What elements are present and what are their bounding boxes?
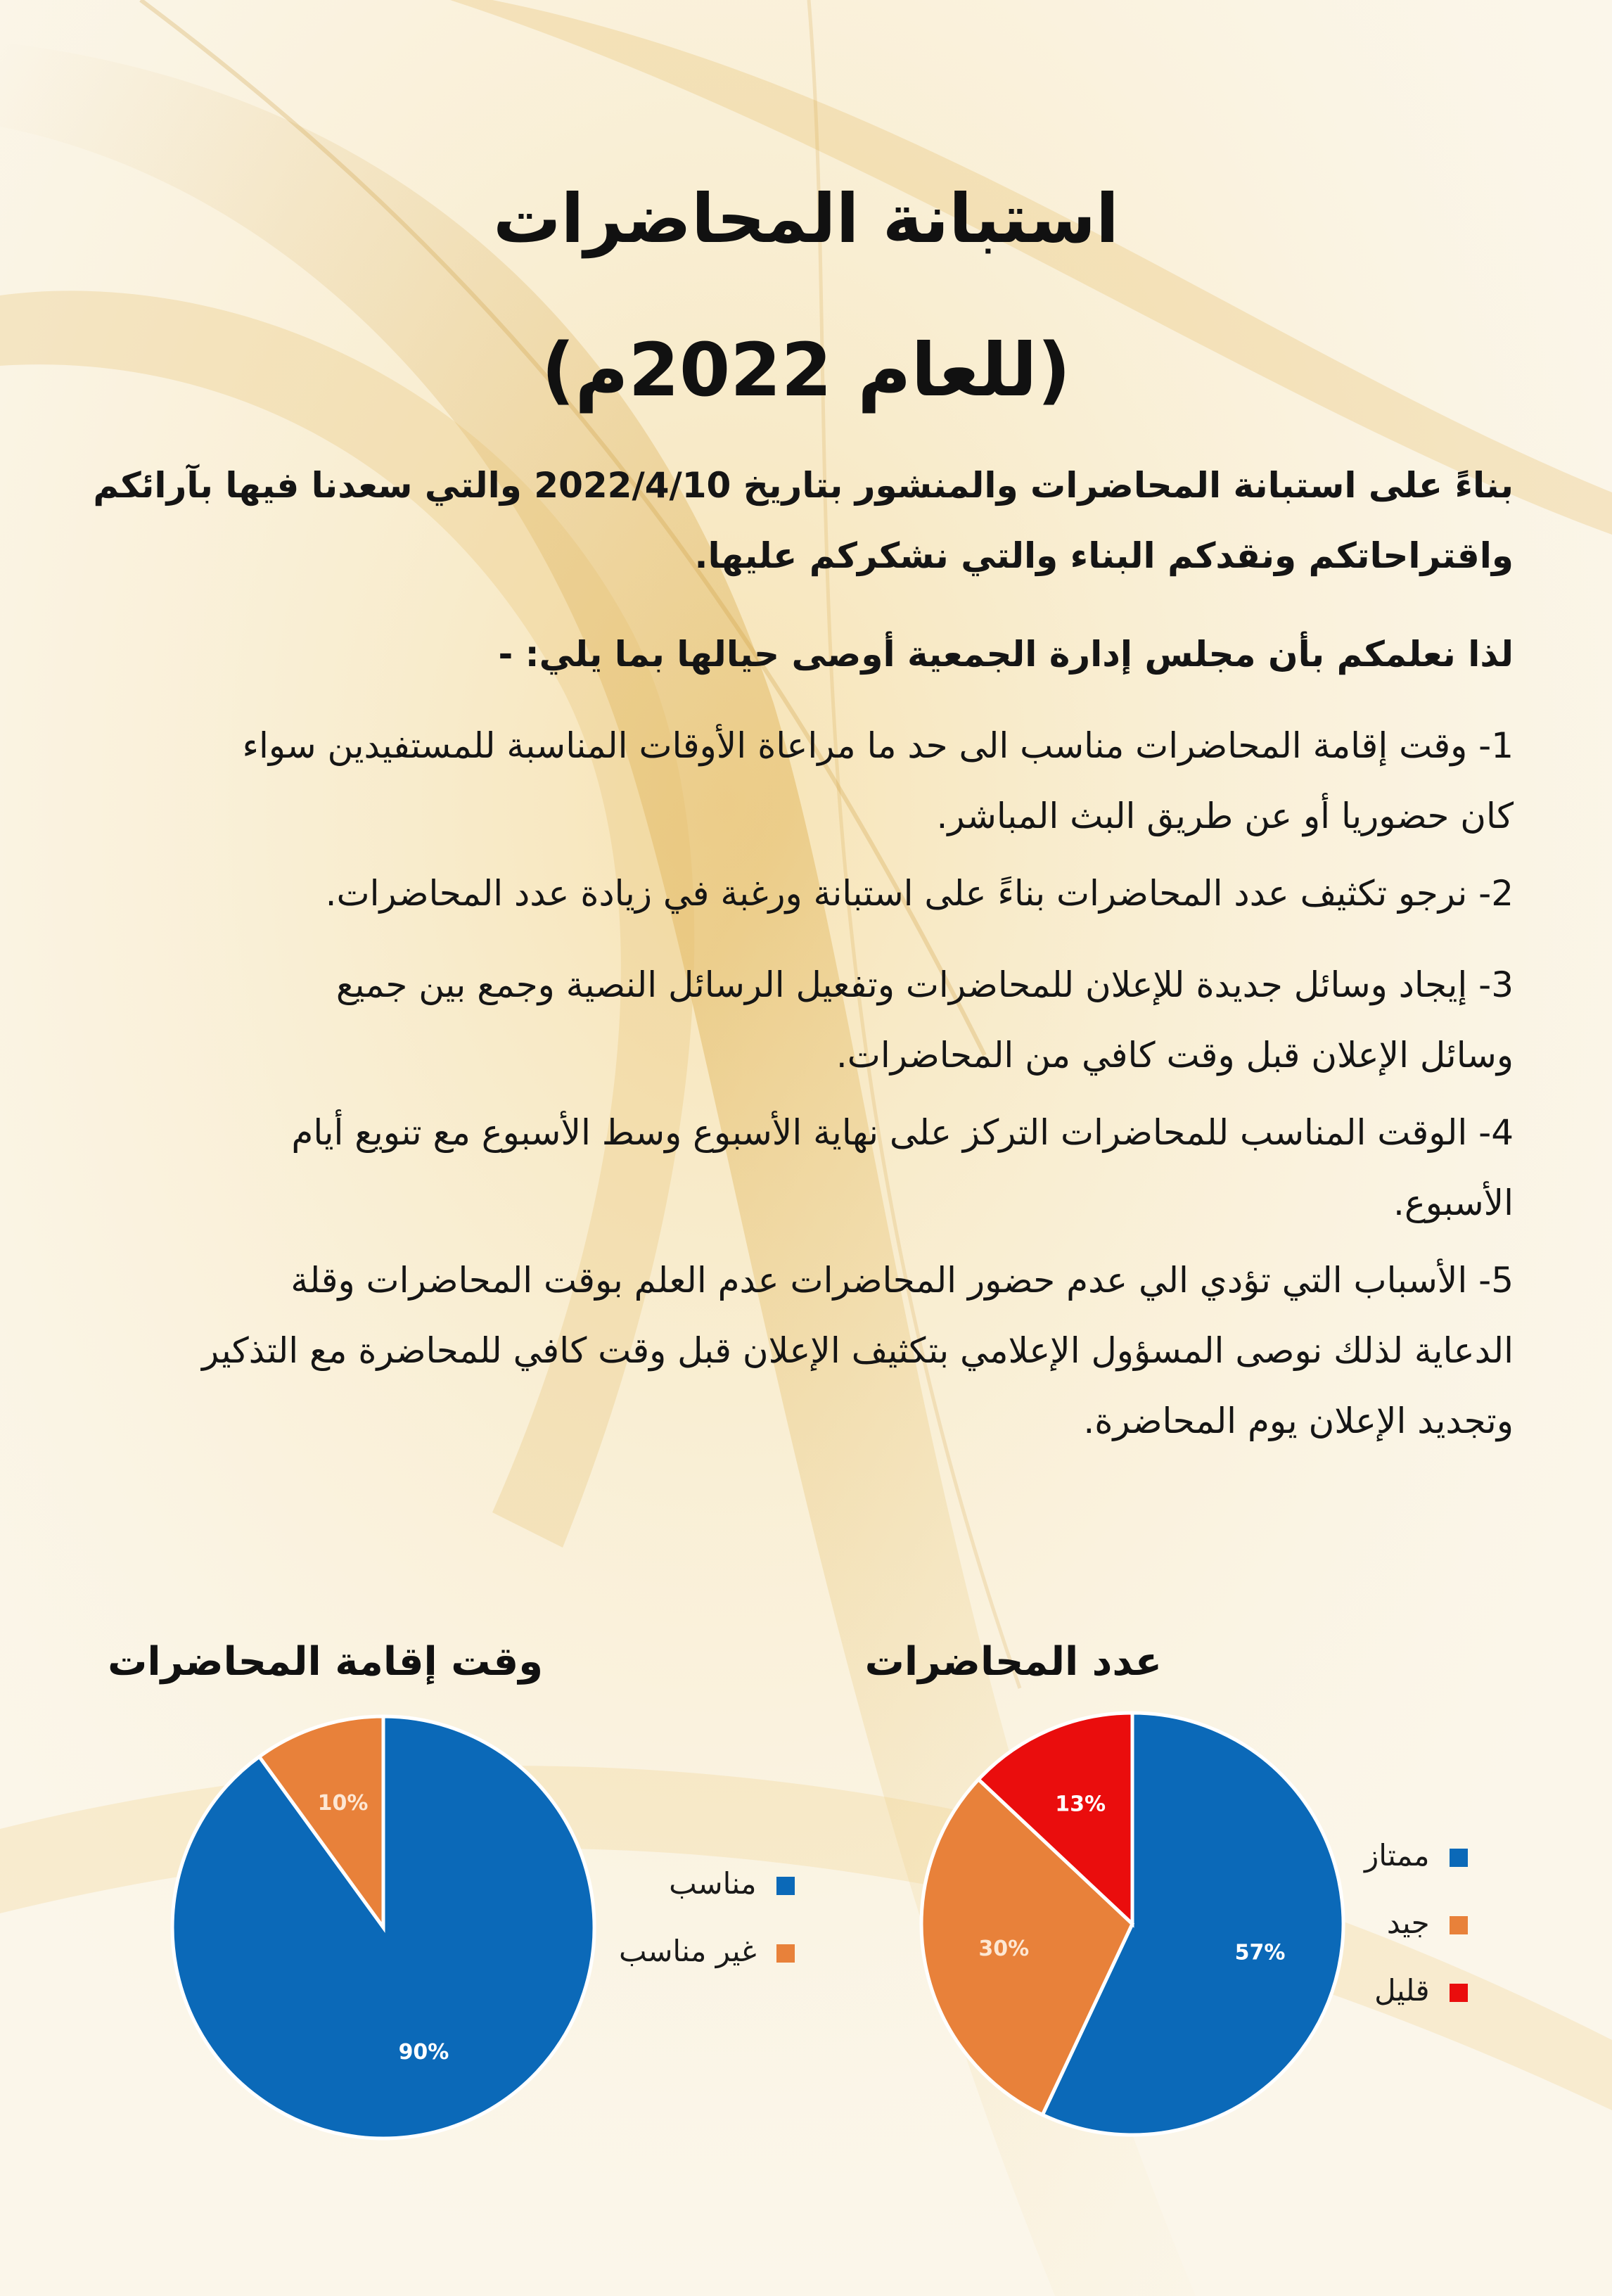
recommendation-2-line-1: 2- نرجو تكثيف عدد المحاضرات بناءً على استبانة ورغبة في زيادة عدد المحاضرات. [325,873,1514,914]
legend-label-good: جيد [1386,1906,1430,1940]
recommendation-4-line-1: 4- الوقت المناسب للمحاضرات التركز على نهاية الأسبوع وسط الأسبوع مع تنويع أيام [291,1112,1514,1153]
legend-label-few: قليل [1374,1973,1430,2008]
recommendation-3 [86,950,1514,1090]
page-subtitle: (للعام 2022م) [541,327,1071,413]
pie-label-0-1: 10% [317,1791,369,1816]
pie-label-0-0: 90% [398,2039,449,2065]
recommendation-2 [86,858,1514,929]
legend-swatch-good [1450,1916,1468,1934]
recommendation-4-line-2: الأسبوع. [1393,1182,1514,1223]
legend-swatch-suitable [776,1877,795,1895]
recommendation-3-line-1: 3- إيجاد وسائل جديدة للإعلان للمحاضرات وتفعيل الرسائل النصية وجمع بين جميع [335,964,1514,1005]
legend-lecture-time [619,1850,795,1985]
recommendation-4 [86,1097,1514,1238]
intro-line-2: واقتراحاتكم ونقدكم البناء والتي نشكركم عليها. [694,535,1514,576]
chart-title-lecture-count: عدد المحاضرات [864,1639,1162,1685]
recommendation-5 [86,1245,1514,1456]
recommendation-1-line-2: كان حضوريا أو عن طريق البث المباشر. [936,796,1514,836]
page-title: استبانة المحاضرات [493,179,1119,258]
pie-label-1-2: 13% [1055,1792,1106,1817]
legend-lecture-count [1364,1822,1468,2024]
recommendation-5-line-1: 5- الأسباب التي تؤدي الي عدم حضور المحاضرات عدم العلم بوقت المحاضرات وقلة [290,1260,1514,1301]
recommendation-3-line-2: وسائل الإعلان قبل وقت كافي من المحاضرات. [836,1035,1514,1076]
recommendation-5-line-2: الدعاية لذلك نوصى المسؤول الإعلامي بتكثيف الإعلان قبل وقت كافي للمحاضرة مع التذكير [202,1330,1514,1371]
legend-label-suitable: مناسب [669,1866,757,1901]
legend-item-not-suitable [619,1918,795,1985]
legend-swatch-few [1450,1984,1468,2002]
legend-swatch-not-suitable [776,1944,795,1963]
pie-label-1-1: 30% [978,1936,1030,1961]
legend-item-good [1364,1889,1468,1957]
intro-line-1: بناءً على استبانة المحاضرات والمنشور بتاريخ 2022/4/10 والتي سعدنا فيها بآرائكم [93,465,1514,506]
recommendation-1-line-1: 1- وقت إقامة المحاضرات مناسب الى حد ما مراعاة الأوقات المناسبة للمستفيدين سواء [242,725,1514,766]
lead-sentence: لذا نعلمكم بأن مجلس إدارة الجمعية أوصى حيالها بما يلي: - [498,634,1514,675]
pie-label-1-0: 57% [1234,1940,1286,1965]
legend-swatch-excellent [1450,1849,1468,1867]
legend-label-not-suitable: غير مناسب [619,1934,757,1968]
pie-chart-lecture-time [165,1709,601,2145]
intro-paragraph [86,450,1514,591]
legend-item-few [1364,1957,1468,2024]
pie-chart-lecture-count [914,1706,1350,2142]
legend-label-excellent: ممتاز [1364,1838,1430,1873]
recommendation-5-line-3: وتجديد الإعلان يوم المحاضرة. [1083,1401,1514,1441]
legend-item-suitable [619,1850,795,1918]
chart-title-lecture-time: وقت إقامة المحاضرات [108,1639,543,1685]
legend-item-excellent [1364,1822,1468,1889]
recommendation-1 [86,710,1514,851]
